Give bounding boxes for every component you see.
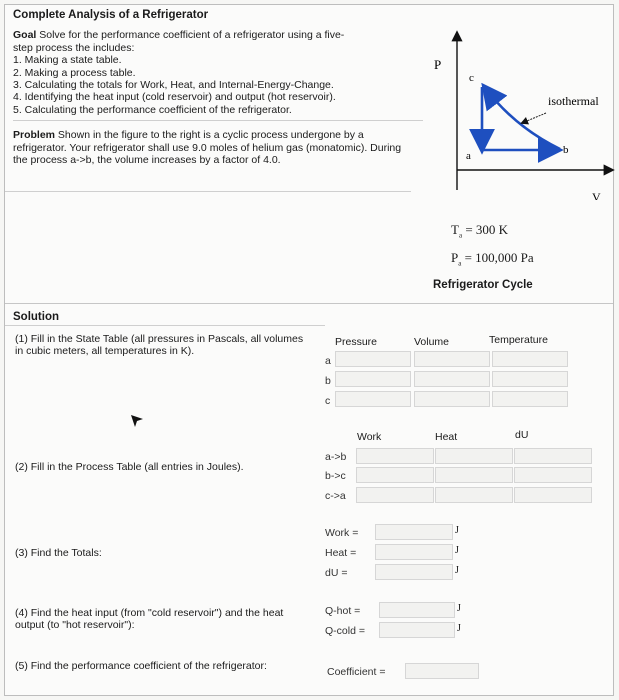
process-header-heat: Heat xyxy=(435,431,458,443)
divider xyxy=(13,120,423,121)
question-5: (5) Find the performance coefficient of the refrigerator: xyxy=(15,660,267,672)
unit-label: J xyxy=(455,565,459,576)
unit-label: J xyxy=(457,603,461,614)
given-values xyxy=(433,219,603,296)
y-axis-label: P xyxy=(434,57,442,72)
state-c-temperature-input[interactable] xyxy=(492,391,568,407)
unit-label: J xyxy=(455,525,459,536)
goal-line: Goal Solve for the performance coefficient of a refrigerator using a five- xyxy=(13,29,345,42)
process-row-label: b->c xyxy=(325,470,346,482)
process-bc-work-input[interactable] xyxy=(356,467,434,483)
state-row-label: b xyxy=(325,375,331,387)
unit-label: J xyxy=(455,545,459,556)
total-du-label: dU = xyxy=(325,567,348,579)
total-du-input[interactable] xyxy=(375,564,453,580)
coefficient-label: Coefficient = xyxy=(327,666,386,678)
goal-block xyxy=(13,29,423,116)
process-header-du: dU xyxy=(515,429,529,441)
total-work-label: Work = xyxy=(325,527,359,539)
pv-diagram xyxy=(420,25,619,200)
problem-statement: Problem Shown in the figure to the right is a cyclic process undergone by a refrigerator. Your refrigerator shall use 9.0 moles of helium gas (monatomic). During the process a->b, the volume increases by a factor of 4.0. xyxy=(13,129,402,167)
question-2: (2) Fill in the Process Table (all entries in Joules). xyxy=(15,461,244,473)
state-b-volume-input[interactable] xyxy=(414,371,490,387)
process-ca-du-input[interactable] xyxy=(514,487,592,503)
process-bc-heat-input[interactable] xyxy=(435,467,513,483)
state-c-pressure-input[interactable] xyxy=(335,391,411,407)
state-a-pressure-input[interactable] xyxy=(335,351,411,367)
question-4: (4) Find the heat input (from "cold reservoir") and the heat output (to "hot reservoir"): xyxy=(15,607,284,632)
state-a-temperature-input[interactable] xyxy=(492,351,568,367)
goal-step: 2. Making a process table. xyxy=(13,66,136,79)
total-heat-input[interactable] xyxy=(375,544,453,560)
process-row-label: c->a xyxy=(325,490,346,502)
q-hot-input[interactable] xyxy=(379,602,455,618)
isothermal-pointer xyxy=(522,113,546,123)
state-b-temperature-input[interactable] xyxy=(492,371,568,387)
state-row-label: a xyxy=(325,355,331,367)
process-ab-work-input[interactable] xyxy=(356,448,434,464)
problem-text xyxy=(13,9,423,166)
process-bc-du-input[interactable] xyxy=(514,467,592,483)
x-axis-label: V xyxy=(592,190,601,200)
process-ab-du-input[interactable] xyxy=(514,448,592,464)
given-temperature: $T_a = 300$ K xyxy=(451,222,509,240)
total-work-input[interactable] xyxy=(375,524,453,540)
process-row-label: a->b xyxy=(325,451,347,463)
page-title: Complete Analysis of a Refrigerator xyxy=(13,9,209,21)
point-b-label: b xyxy=(563,144,569,156)
point-c-label: c xyxy=(469,72,474,84)
state-row-label: c xyxy=(325,395,331,407)
q-cold-input[interactable] xyxy=(379,622,455,638)
q-hot-label: Q-hot = xyxy=(325,605,361,617)
process-ca-heat-input[interactable] xyxy=(435,487,513,503)
state-header-temperature: Temperature xyxy=(489,334,548,346)
coefficient-input[interactable] xyxy=(405,663,479,679)
state-a-volume-input[interactable] xyxy=(414,351,490,367)
worksheet xyxy=(4,4,614,696)
problem-section xyxy=(5,5,613,304)
divider xyxy=(5,325,325,326)
process-ab-heat-input[interactable] xyxy=(435,448,513,464)
goal-step: 1. Making a state table. xyxy=(13,54,122,67)
point-a-label: a xyxy=(466,150,471,162)
state-b-pressure-input[interactable] xyxy=(335,371,411,387)
diagram-caption: Refrigerator Cycle xyxy=(433,279,533,292)
goal-step: 4. Identifying the heat input (cold reservoir) and output (hot reservoir). xyxy=(13,91,336,104)
goal-line: step process the includes: xyxy=(13,41,135,54)
goal-step: 3. Calculating the totals for Work, Heat, and Internal-Energy-Change. xyxy=(13,79,334,92)
state-header-volume: Volume xyxy=(414,336,450,348)
solution-title: Solution xyxy=(13,311,59,323)
divider xyxy=(5,191,411,192)
process-header-work: Work xyxy=(357,431,382,443)
question-3: (3) Find the Totals: xyxy=(15,547,102,559)
state-header-pressure: Pressure xyxy=(335,336,378,348)
mouse-cursor-icon xyxy=(130,414,144,428)
q-cold-label: Q-cold = xyxy=(325,625,365,637)
goal-step: 5. Calculating the performance coefficient of the refrigerator. xyxy=(13,103,292,116)
solution-section xyxy=(5,303,613,695)
question-1: (1) Fill in the State Table (all pressures in Pascals, all volumes in cubic meters, all temperatures in K). xyxy=(15,333,304,358)
isothermal-label: isothermal xyxy=(548,94,599,108)
unit-label: J xyxy=(457,623,461,634)
given-pressure: $P_a = 100,000$ Pa xyxy=(451,249,534,268)
state-c-volume-input[interactable] xyxy=(414,391,490,407)
total-heat-label: Heat = xyxy=(325,547,357,559)
process-ca-work-input[interactable] xyxy=(356,487,434,503)
